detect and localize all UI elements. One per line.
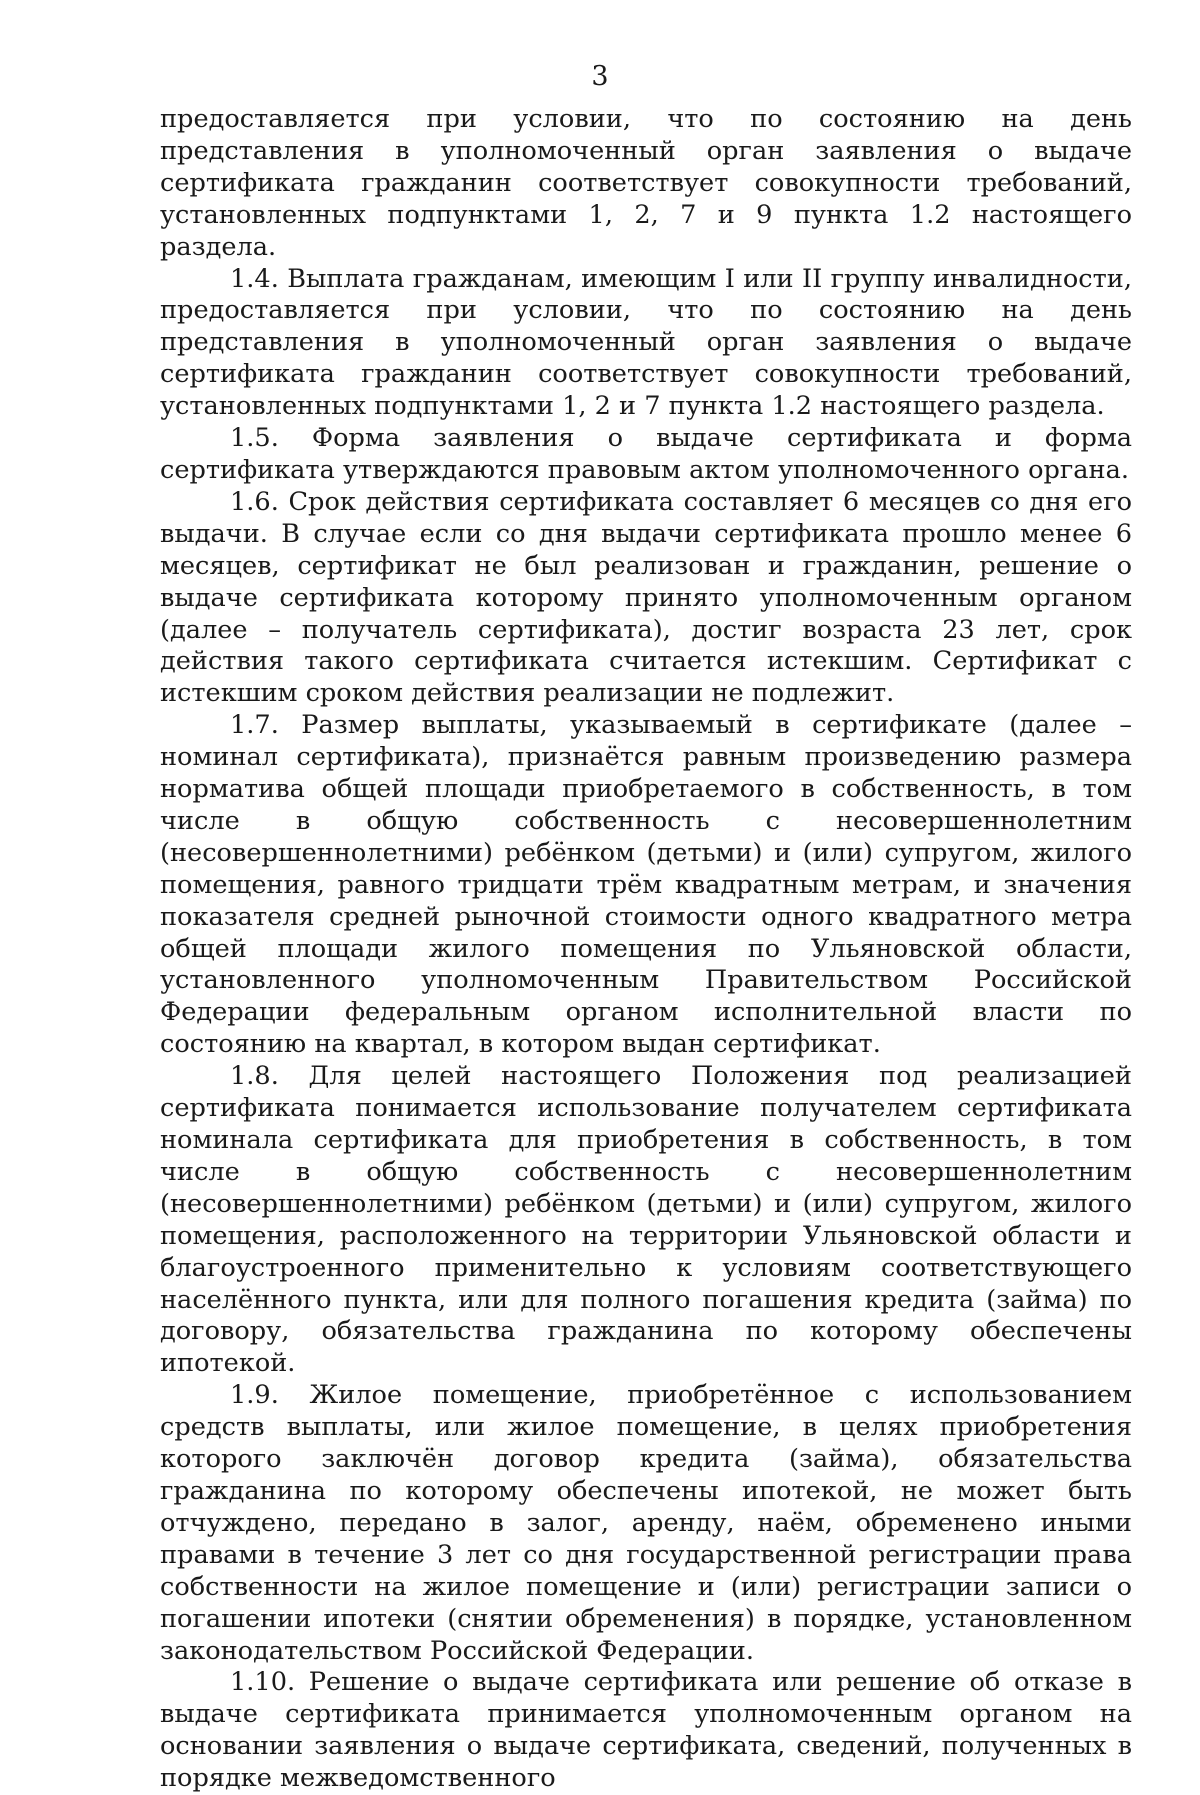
paragraph-1-4: 1.4. Выплата гражданам, имеющим I или II группу инвалидности, предоставляется при условии, что по состоянию на день представления в уполномоченный орган заявления о выдаче сертификата гражданин соответствует совокупности требований, установленных подпунктами 1, 2 и 7 пункта 1.2 настоящего раздела. <box>160 263 1132 422</box>
paragraph-1-5: 1.5. Форма заявления о выдаче сертификата и форма сертификата утверждаются правовым актом уполномоченного органа. <box>160 423 1132 485</box>
paragraph-1-7: 1.7. Размер выплаты, указываемый в сертификате (далее – номинал сертификата), признаётся равным произведению размера норматива общей площади приобретаемого в собственность, в том числе в общую собственность с несовершеннолетним (несовершеннолетними) ребёнком (детьми) и (или) супругом, жилого помещения, равного тридцати трём квадратным метрам, и значения показателя средней рыночной стоимости одного квадратного метра общей площади жилого помещения по Ульяновской области, установленного уполномоченным Правительством Российской Федерации федеральным органом исполнительной власти по состоянию на квартал, в котором выдан сертификат. <box>160 710 1132 1060</box>
document-body <box>160 104 1132 1795</box>
paragraph-1-8: 1.8. Для целей настоящего Положения под реализацией сертификата понимается использование получателем сертификата номинала сертификата для приобретения в собственность, в том числе в общую собственность с несовершеннолетним (несовершеннолетними) ребёнком (детьми) и (или) супругом, жилого помещения, расположенного на территории Ульяновской области и благоустроенного применительно к условиям соответствующего населённого пункта, или для полного погашения кредита (займа) по договору, обязательства гражданина по которому обеспечены ипотекой. <box>160 1061 1132 1379</box>
page-number: 3 <box>591 61 609 92</box>
paragraph-1-10: 1.10. Решение о выдаче сертификата или решение об отказе в выдаче сертификата принимается уполномоченным органом на основании заявления о выдаче сертификата, сведений, полученных в порядке межведомственного <box>160 1667 1132 1794</box>
paragraph-1-6: 1.6. Срок действия сертификата составляет 6 месяцев со дня его выдачи. В случае если со дня выдачи сертификата прошло менее 6 месяцев, сертификат не был реализован и гражданин, решение о выдаче сертификата которому принято уполномоченным органом (далее – получатель сертификата), достиг возраста 23 лет, срок действия такого сертификата считается истекшим. Сертификат с истекшим сроком действия реализации не подлежит. <box>160 486 1132 709</box>
paragraph-continuation: предоставляется при условии, что по состоянию на день представления в уполномоченный орган заявления о выдаче сертификата гражданин соответствует совокупности требований, установленных подпунктами 1, 2, 7 и 9 пункта 1.2 настоящего раздела. <box>160 104 1132 262</box>
paragraph-1-9: 1.9. Жилое помещение, приобретённое с использованием средств выплаты, или жилое помещение, в целях приобретения которого заключён договор кредита (займа), обязательства гражданина по которому обеспечены ипотекой, не может быть отчуждено, передано в залог, аренду, наём, обременено иными правами в течение 3 лет со дня государственной регистрации права собственности на жилое помещение и (или) регистрации записи о погашении ипотеки (снятии обременения) в порядке, установленном законодательством Российской Федерации. <box>160 1380 1132 1666</box>
